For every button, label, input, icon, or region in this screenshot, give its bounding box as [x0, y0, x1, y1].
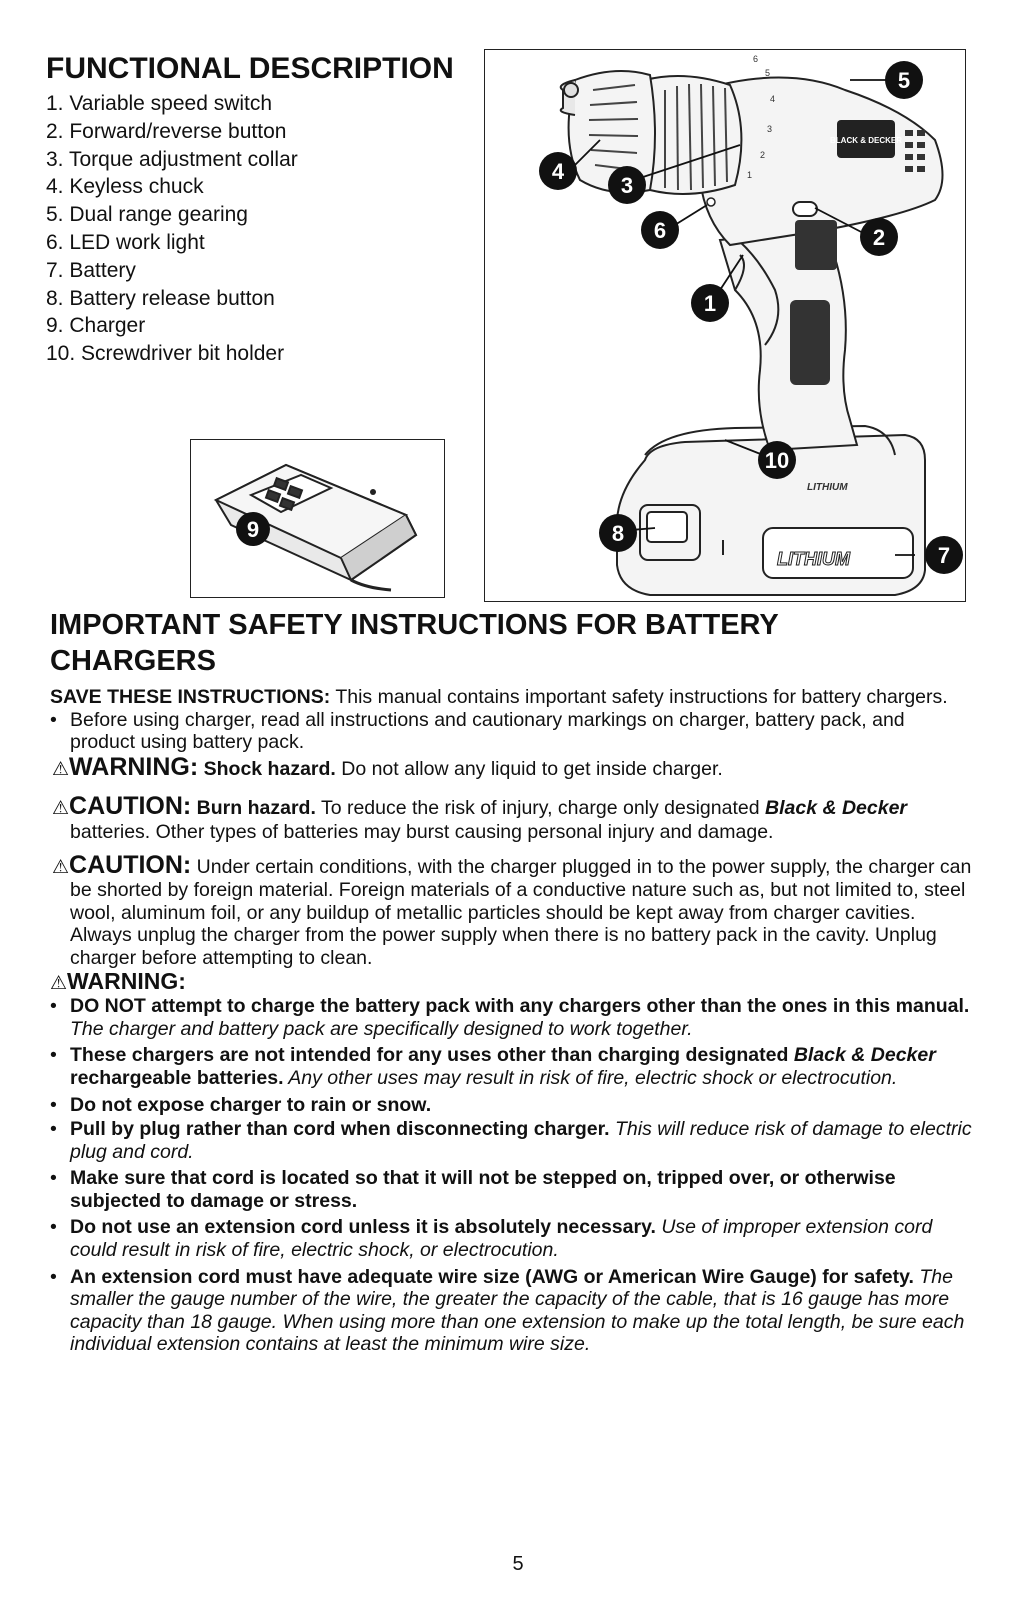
collar-number: 1 — [747, 170, 753, 180]
bullet-italic-text: Use of improper extension cord could result in risk of fire, electric shock, or electrocution. — [70, 1216, 933, 1262]
save-instructions — [50, 686, 975, 709]
charger-illustration — [191, 440, 443, 596]
list-item: 6. LED work light — [46, 230, 205, 254]
list-item — [50, 1266, 975, 1356]
caution-text: Under certain conditions, with the charger plugged in to the power supply, the charger can be shorted by foreign material. Foreign materials of a conductive nature such as, but not limited to, steel wool, aluminum foil, or any buildup of metallic particles should be kept away from charger cavities. Always unplug the charger from the power supply when there is no battery pack in the cavity. Unplug charger before attempting to clean. — [70, 855, 972, 969]
caution-burn — [50, 792, 975, 843]
warning-label: WARNING: — [69, 752, 199, 781]
svg-text:6: 6 — [653, 218, 667, 243]
save-label: SAVE THESE INSTRUCTIONS: — [50, 686, 331, 708]
warning-triangle-icon: ⚠ — [52, 798, 70, 820]
bullet-icon: • — [50, 1216, 57, 1239]
svg-text:5: 5 — [897, 68, 911, 93]
list-item — [50, 1216, 975, 1261]
list-item — [50, 995, 975, 1040]
bullet-icon: • — [50, 1118, 57, 1141]
list-item: 3. Torque adjustment collar — [46, 147, 298, 171]
list-item — [50, 1118, 975, 1163]
bullet-before-using — [50, 709, 975, 754]
bullet-icon: • — [50, 1093, 57, 1116]
callout-4 — [539, 152, 577, 190]
bullet-icon: • — [50, 1265, 57, 1288]
bullet-icon: • — [50, 708, 57, 731]
callout-5 — [885, 61, 923, 99]
svg-text:2: 2 — [872, 225, 886, 250]
list-item: 8. Battery release button — [46, 286, 275, 310]
callout-9 — [236, 512, 270, 546]
warning-label: WARNING: — [67, 967, 186, 994]
bullet-bold-text: Do not use an extension cord unless it is absolutely necessary. — [70, 1216, 656, 1239]
brand-name: Black & Decker — [793, 1044, 936, 1067]
collar-number: 4 — [770, 94, 776, 104]
warning-text: Do not allow any liquid to get inside charger. — [335, 757, 723, 780]
bullet-bold-text: These chargers are not intended for any uses other than charging designated — [70, 1044, 794, 1067]
bullet-bold-text: Make sure that cord is located so that it will not be stepped on, tripped over, or otherwise subjected to damage or stress. — [70, 1167, 896, 1212]
brand-name: Black & Decker — [765, 797, 908, 820]
safety-title — [50, 607, 950, 679]
battery-label-large: LITHIUM — [777, 549, 850, 569]
bullet-bold-text: Do not expose charger to rain or snow. — [70, 1093, 432, 1116]
list-item: 2. Forward/reverse button — [46, 119, 287, 143]
warning-bold-text: Shock hazard. — [198, 757, 336, 780]
collar-number: 3 — [767, 124, 773, 134]
list-item: 9. Charger — [46, 314, 146, 338]
caution-label: CAUTION: — [69, 792, 192, 821]
callout-10 — [758, 441, 796, 479]
list-item: 7. Battery — [46, 258, 136, 282]
safety-title-line1: IMPORTANT SAFETY INSTRUCTIONS FOR BATTERY — [50, 609, 779, 641]
collar-number: 6 — [753, 54, 759, 64]
bullet-italic-text: The smaller the gauge number of the wire, the greater the capacity of the cable, that is 16 gauge has more capacity than 18 gauge. When using more than one extension to make up the total length, be sure each individual extension contains at least the minimum wire size. — [70, 1265, 965, 1356]
svg-text:1: 1 — [703, 291, 717, 316]
bullet-bold-text: DO NOT attempt to charge the battery pack with any chargers other than the ones in this manual. — [70, 995, 970, 1018]
callout-2 — [860, 218, 898, 256]
bullet-bold-text: rechargeable batteries. — [70, 1066, 284, 1089]
warning-heading — [50, 967, 975, 996]
list-item: 1. Variable speed switch — [46, 92, 273, 115]
charger-figure — [190, 439, 445, 598]
bullet-text: Before using charger, read all instructions and cautionary markings on charger, battery pack, and product using battery pack. — [70, 708, 905, 754]
bullet-italic-text: Any other uses may result in risk of fire, electric shock or electrocution. — [283, 1066, 898, 1089]
collar-number: 2 — [760, 150, 766, 160]
brand-logo-text: BLACK & DECKER — [830, 136, 902, 145]
bullet-italic-text: This will reduce risk of damage to electric plug and cord. — [70, 1118, 972, 1163]
caution-label: CAUTION: — [69, 850, 192, 879]
svg-text:8: 8 — [611, 521, 625, 546]
list-item: 4. Keyless chuck — [46, 175, 204, 199]
warning-triangle-icon: ⚠ — [52, 758, 70, 780]
svg-text:7: 7 — [937, 543, 951, 568]
warning-triangle-icon: ⚠ — [52, 856, 70, 878]
list-item — [50, 1044, 975, 1089]
battery-label-small: LITHIUM — [807, 482, 848, 493]
battery-release-button — [647, 512, 687, 542]
callout-8 — [599, 514, 637, 552]
caution-foreign-material — [50, 850, 975, 970]
warning-triangle-icon: ⚠ — [50, 972, 68, 994]
list-item: 5. Dual range gearing — [46, 203, 248, 227]
bullet-bold-text: An extension cord must have adequate wire size (AWG or American Wire Gauge) for safety. — [70, 1265, 914, 1288]
list-item — [50, 1167, 975, 1212]
callout-7 — [925, 536, 963, 574]
save-text: This manual contains important safety instructions for battery chargers. — [330, 686, 948, 708]
svg-text:3: 3 — [620, 173, 634, 198]
bullet-icon: • — [50, 1044, 57, 1067]
safety-body — [50, 686, 975, 1356]
svg-text:9: 9 — [246, 517, 260, 542]
page-number: 5 — [512, 1553, 524, 1575]
callout-6 — [641, 211, 679, 249]
bullet-bold-text: Pull by plug rather than cord when disconnecting charger. — [70, 1118, 610, 1141]
warning-shock — [50, 752, 975, 782]
caution-bold-text: Burn hazard. — [191, 797, 316, 820]
caution-text: To reduce the risk of injury, charge only designated — [315, 797, 765, 820]
bullet-icon: • — [50, 995, 57, 1018]
functional-description-list — [46, 90, 298, 368]
svg-text:10: 10 — [764, 448, 790, 473]
svg-text:4: 4 — [551, 159, 565, 184]
drill-illustration — [485, 50, 965, 600]
drill-figure — [484, 49, 966, 602]
bullet-italic-text: The charger and battery pack are specifically designed to work together. — [70, 1017, 693, 1040]
safety-title-line2: CHARGERS — [50, 645, 216, 677]
brand-logo — [830, 120, 902, 158]
caution-text-2: batteries. Other types of batteries may burst causing personal injury and damage. — [70, 820, 774, 843]
bullet-icon: • — [50, 1167, 57, 1190]
list-item: 10. Screwdriver bit holder — [46, 342, 285, 366]
list-item — [50, 1094, 975, 1117]
collar-number: 5 — [765, 68, 771, 78]
functional-description-title: FUNCTIONAL DESCRIPTION — [46, 52, 454, 85]
callout-3 — [608, 166, 646, 204]
callout-1 — [691, 284, 729, 322]
